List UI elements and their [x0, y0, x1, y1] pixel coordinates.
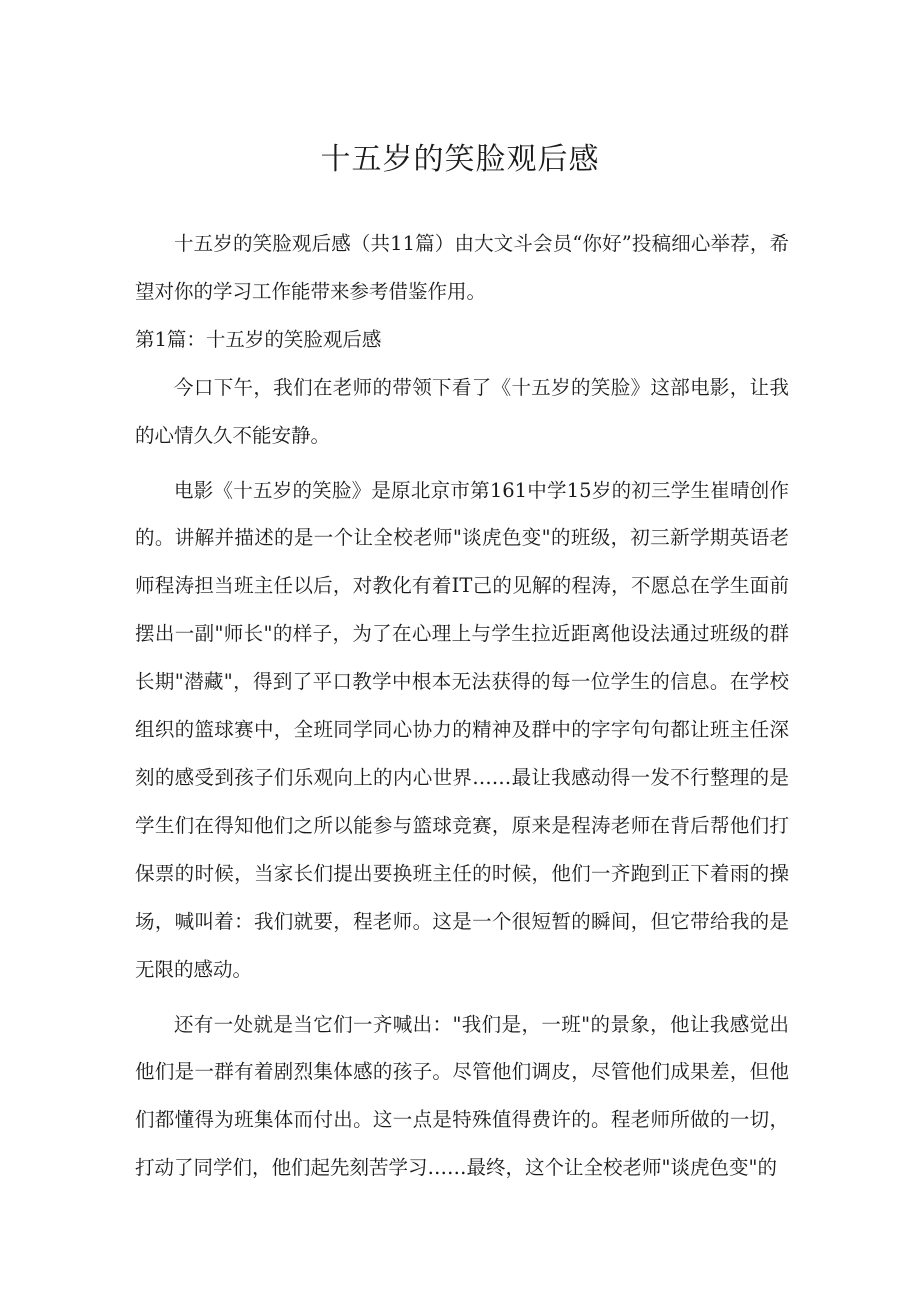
section-heading: 第1篇：十五岁的笑脸观后感: [135, 327, 382, 351]
body-paragraph-2: 电影《十五岁的笑脸》是原北京市第161中学15岁的初三学生崔晴创作的。讲解并描述的是一个让全校老师"谈虎色变"的班级，初三新学期英语老师程涛担当班主任以后，对教化有着IT己的见解的程涛，不愿总在学生面前摆出一副"师长"的样子，为了在心理上与学生拉近距离他设法通过班级的群长期"潜藏"，得到了平口教学中根本无法获得的每一位学生的信息。在学校组织的篮球赛中，全班同学同心协力的精神及群中的字字句句都让班主任深刻的感受到孩子们乐观向上的内心世界……最让我感动得一发不行整理的是学生们在得知他们之所以能参与篮球竞赛，原来是程涛老师在背后帮他们打保票的时候，当家长们提出要换班主任的时候，他们一齐跑到正下着雨的操场，喊叫着：我们就要，程老师。这是一个很短暂的瞬间，但它带给我的是无限的感动。: [135, 478, 789, 981]
body-paragraph-1: 今口下午，我们在老师的带领下看了《十五岁的笑脸》这部电影，让我的心情久久不能安静。: [135, 375, 789, 447]
body-paragraph-3: 还有一处就是当它们一齐喊出："我们是，一班"的景象，他让我感觉出他们是一群有着剧烈集体感的孩子。尽管他们调皮，尽管他们成果差，但他们都懂得为班集体而付出。这一点是特殊值得费许的。程老师所做的一切，打动了同学们，他们起先刻苦学习……最终，这个让全校老师"谈虎色变"的: [135, 1012, 789, 1180]
document-title: 十五岁的笑脸观后感: [320, 142, 600, 177]
document-body: [135, 220, 789, 1192]
intro-paragraph: 十五岁的笑脸观后感（共11篇）由大文斗会员“你好”投稿细心举荐，希望对你的学习工作能带来参考借鉴作用。: [135, 232, 789, 303]
